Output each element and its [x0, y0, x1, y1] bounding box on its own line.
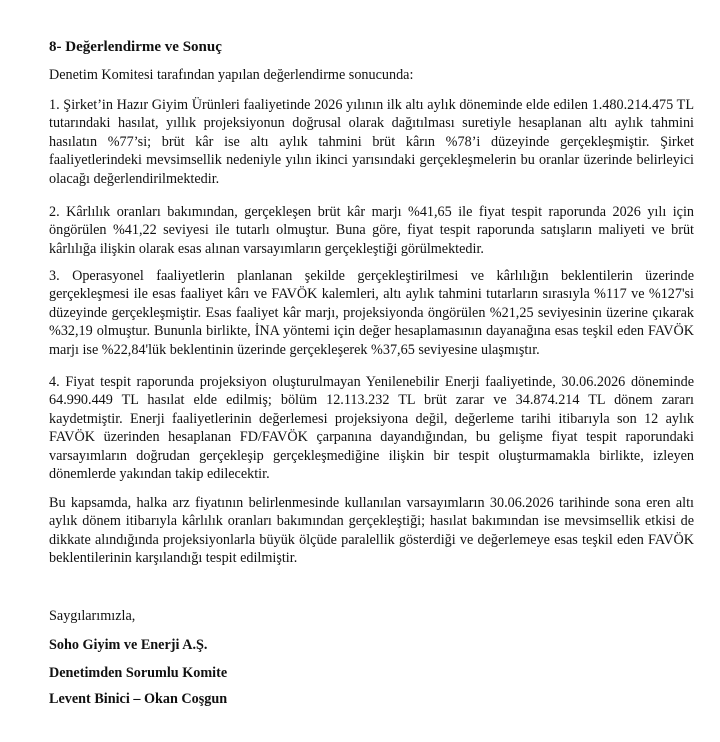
intro-text: Denetim Komitesi tarafından yapılan değerlendirme sonucunda: — [49, 67, 414, 83]
signature-names: Levent Binici – Okan Coşgun — [49, 691, 228, 707]
paragraph-4: 4. Fiyat tespit raporunda projeksiyon oluşturulmayan Yenilenebilir Enerji faaliyetinde, 30.06.2026 döneminde 64.990.449 TL hasılat elde edilmiş; bölüm 12.113.232 TL brüt zarar ve 34.874.214 TL dönem zararı kaydetmiştir. Enerji faaliyetlerinin değerlemesi projeksiyona değil, değerleme tarihi itibarıyla son 12 aylık FAVÖK üzerinden hesaplanan FD/FAVÖK çarpanına dayandığından, bu gelişme fiyat tespit raporundaki varsayımların doğrudan gerçekleşip gerçekleşmediğine ilişkin bir tespit oluşturmamakla birlikte, izleyen dönemlerde yakından takip edilecektir. — [49, 374, 694, 483]
paragraph-1: 1. Şirket’in Hazır Giyim Ürünleri faaliyetinde 2026 yılının ilk altı aylık döneminde elde edilen 1.480.214.475 TL tutarındaki hasılat, yıllık projeksiyonun doğrusal olarak dağıtılması suretiyle hesaplanan altı aylık tahmini hasılatın %77’si; brüt kâr ise altı aylık tahmini brüt kârın %78’i düzeyinde gerçekleşmiştir. Şirket faaliyetlerindeki mevsimsellik nedeniyle yılın ikinci yarısındaki gerçekleşmelerin bu oranlar üzerinde belirleyici olacağı değerlendirilmektedir. — [49, 97, 694, 187]
closing-salutation: Saygılarımızla, — [49, 608, 136, 624]
signature-company: Soho Giyim ve Enerji A.Ş. — [49, 637, 208, 653]
conclusion-paragraph: Bu kapsamda, halka arz fiyatının belirlenmesinde kullanılan varsayımların 30.06.2026 tarihinde sona eren altı aylık dönem itibarıyla kârlılık oranları bakımından gerçekleştiği; hasılat bakımından ise mevsimsellik etkisi de dikkate alındığında projeksiyonlarla büyük ölçüde paralellik gösterdiği ve değerlemeye esas teşkil eden FAVÖK beklentilerinin karşılandığı tespit edilmiştir. — [49, 495, 694, 567]
section-heading: 8- Değerlendirme ve Sonuç — [49, 39, 222, 55]
paragraph-2: 2. Kârlılık oranları bakımından, gerçekleşen brüt kâr marjı %41,65 ile fiyat tespit raporunda 2026 yılı için öngörülen %41,22 seviyesi ile tutarlı olmuştur. Buna göre, fiyat tespit raporunda satışların maliyeti ve brüt kârlılığa ilişkin olarak esas alınan varsayımların gerçekleştiği görülmektedir. — [49, 204, 694, 257]
signature-committee: Denetimden Sorumlu Komite — [49, 665, 228, 681]
paragraph-3: 3. Operasyonel faaliyetlerin planlanan şekilde gerçekleştirilmesi ve kârlılığın beklentilerin üzerinde gerçekleşmesi ile esas faaliyet kârı ve FAVÖK kalemleri, altı aylık tahmini tutarların sırasıyla %117 ve %127'si düzeyinde gerçekleşmiştir. Esas faaliyet kâr marjı, projeksiyonda öngörülen %21,25 seviyesinin üzerine çıkarak %32,19 olmuştur. Bununla birlikte, İNA yöntemi için değer hesaplamasının dayanağına esas teşkil eden FAVÖK marjı ise %22,84'lük beklentinin üzerinde gerçekleşerek %37,65 seviyesine ulaşmıştır. — [49, 268, 694, 358]
